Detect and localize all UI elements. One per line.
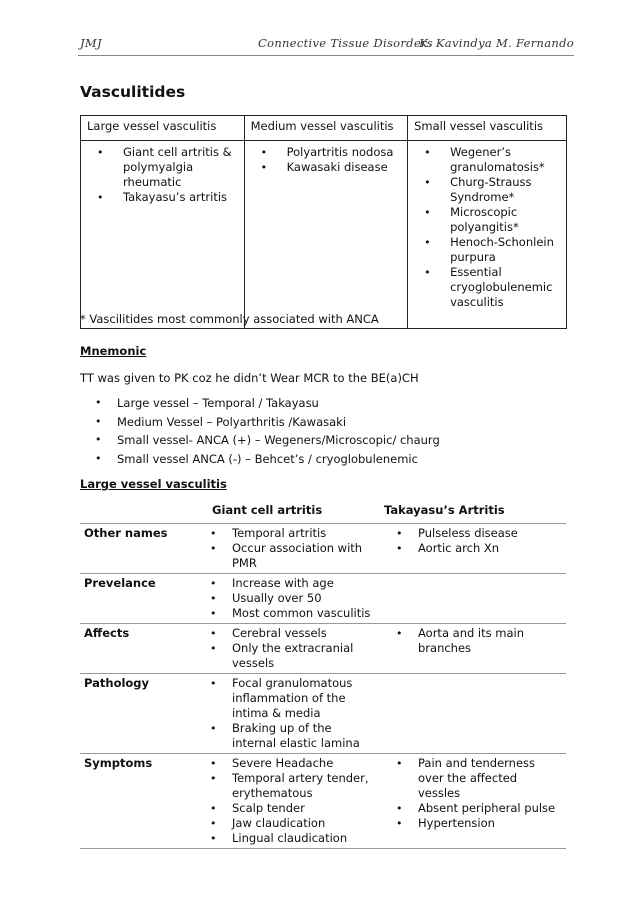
giant-cell-cell	[192, 674, 378, 754]
table-row	[80, 674, 566, 754]
anca-note: * Vascilitides most commonly associated with ANCA	[80, 312, 379, 326]
row-label: Other names	[80, 524, 192, 574]
list-item: • Occur association with PMR	[232, 541, 374, 571]
list-item: • Small vessel- ANCA (+) – Wegeners/Microscopic/ chaurg	[117, 431, 597, 450]
list-item: • Pulseless disease	[418, 526, 562, 541]
list-item: • Small vessel ANCA (-) – Behcet’s / cryoglobulenemic	[117, 450, 597, 469]
list-item: • Hypertension	[418, 816, 562, 831]
medium-vessel-cell	[244, 141, 408, 329]
mnemonic-heading: Mnemonic	[80, 344, 147, 358]
list-item: • Jaw claudication	[232, 816, 374, 831]
list-item: • Essential cryoglobulenemic vasculitis	[450, 265, 562, 310]
bullet-list	[382, 626, 562, 656]
header-small-vessel: Small vessel vasculitis	[408, 116, 567, 141]
header-rule	[78, 55, 574, 56]
list-item: • Braking up of the internal elastic lamina	[232, 721, 374, 751]
bullet-list	[196, 676, 374, 751]
large-vessel-table-body	[80, 524, 566, 849]
large-vessel-heading: Large vessel vasculitis	[80, 477, 227, 491]
bullet-list	[382, 526, 562, 556]
list-item: • Medium Vessel – Polyarthritis /Kawasaki	[117, 413, 597, 432]
list-item: • Kawasaki disease	[287, 160, 404, 175]
list-item: • Giant cell artritis & polymyalgia rheumatic	[123, 145, 240, 190]
medium-vessel-list	[249, 145, 404, 175]
list-item: • Takayasu’s artritis	[123, 190, 240, 205]
takayasu-cell	[378, 624, 566, 674]
takayasu-cell	[378, 574, 566, 624]
header-left: JMJ	[80, 36, 102, 50]
list-item: • Focal granulomatous inflammation of the intima & media	[232, 676, 374, 721]
list-item: • Aorta and its main branches	[418, 626, 562, 656]
small-vessel-cell	[408, 141, 567, 329]
large-vessel-cell	[81, 141, 245, 329]
list-item: • Only the extracranial vessels	[232, 641, 374, 671]
list-item: • Churg-Strauss Syndrome*	[450, 175, 562, 205]
table-row	[80, 754, 566, 849]
list-item: • Polyartritis nodosa	[287, 145, 404, 160]
list-item: • Temporal artery tender, erythematous	[232, 771, 374, 801]
list-item: • Scalp tender	[232, 801, 374, 816]
bullet-list	[196, 626, 374, 671]
giant-cell-cell	[192, 574, 378, 624]
list-item: • Usually over 50	[232, 591, 374, 606]
column-header-blank	[80, 502, 192, 524]
list-item: • Aortic arch Xn	[418, 541, 562, 556]
row-label: Prevelance	[80, 574, 192, 624]
table-row	[81, 141, 567, 329]
header-medium-vessel: Medium vessel vasculitis	[244, 116, 408, 141]
takayasu-cell	[378, 754, 566, 849]
small-vessel-list	[412, 145, 562, 310]
list-item: • Most common vasculitis	[232, 606, 374, 621]
header-large-vessel: Large vessel vasculitis	[81, 116, 245, 141]
list-item: • Microscopic polyangitis*	[450, 205, 562, 235]
row-label: Symptoms	[80, 754, 192, 849]
page-title: Vasculitides	[80, 83, 186, 101]
list-item: • Temporal artritis	[232, 526, 374, 541]
row-label: Affects	[80, 624, 192, 674]
list-item: • Lingual claudication	[232, 831, 374, 846]
row-label: Pathology	[80, 674, 192, 754]
column-header-takayasu: Takayasu’s Artritis	[378, 502, 566, 524]
list-item: • Cerebral vessels	[232, 626, 374, 641]
table-row	[80, 524, 566, 574]
list-item: • Henoch-Schonlein purpura	[450, 235, 562, 265]
large-vessel-list	[85, 145, 240, 205]
takayasu-cell	[378, 524, 566, 574]
list-item: • Large vessel – Temporal / Takayasu	[117, 394, 597, 413]
bullet-list	[196, 526, 374, 571]
header-center: Connective Tissue Disorders	[258, 36, 433, 50]
large-vessel-table	[80, 502, 566, 849]
table-header-row	[81, 116, 567, 141]
takayasu-cell	[378, 674, 566, 754]
list-item: • Absent peripheral pulse	[418, 801, 562, 816]
list-item: • Wegener’s granulomatosis*	[450, 145, 562, 175]
column-header-giant-cell: Giant cell artritis	[192, 502, 378, 524]
list-item: • Increase with age	[232, 576, 374, 591]
bullet-list	[196, 576, 374, 621]
mnemonic-list	[80, 394, 597, 468]
list-item: • Severe Headache	[232, 756, 374, 771]
bullet-list	[382, 756, 562, 831]
table-row	[80, 624, 566, 674]
giant-cell-cell	[192, 754, 378, 849]
list-item: • Pain and tenderness over the affected vessles	[418, 756, 562, 801]
bullet-list	[196, 756, 374, 846]
vasculitis-classification-table	[80, 115, 567, 329]
mnemonic-line: TT was given to PK coz he didn’t Wear MCR to the BE(a)CH	[80, 371, 419, 385]
large-vessel-header-row	[80, 502, 566, 524]
table-row	[80, 574, 566, 624]
giant-cell-cell	[192, 524, 378, 574]
giant-cell-cell	[192, 624, 378, 674]
header-right: K. Kavindya M. Fernando	[419, 36, 574, 50]
